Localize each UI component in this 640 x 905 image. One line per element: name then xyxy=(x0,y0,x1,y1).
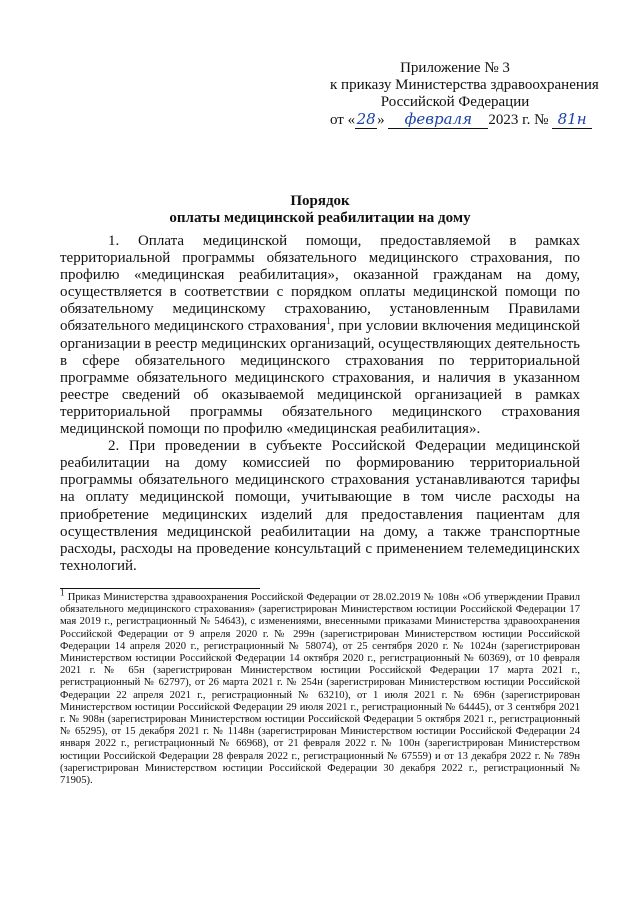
appendix-header xyxy=(330,60,599,129)
appendix-country: Российской Федерации xyxy=(380,94,530,110)
footnote xyxy=(60,587,580,787)
handwritten-order-number: 81н xyxy=(552,111,592,129)
footnote-marker: 1 xyxy=(60,587,65,598)
handwritten-day: 28 xyxy=(356,110,376,128)
title-line-1: Порядок xyxy=(290,193,350,209)
title-line-2: оплаты медицинской реабилитации на дому xyxy=(169,210,471,226)
appendix-number: Приложение № 3 xyxy=(400,60,510,76)
paragraph-2: 2. При проведении в субъекте Российской Федерации медицинской реабилитации на дому комиссией по формированию территориальной программы обязательного медицинского страхования устанавливаются тарифы на оплату медицинской помощи, учитывающие в том числе расходы на приобретение медицинских изделий для предоставления пациентам для осуществления медицинской реабилитации на дому, а также транспортные расходы, расходы на проведение консультаций с применением телемедицинских технологий. xyxy=(60,438,580,574)
order-date-line xyxy=(330,110,587,129)
date-year-and-number-label: 2023 г. № xyxy=(488,112,549,128)
paragraph-1-text-b: , при условии включения медицинской организации в реестр медицинских организаций, осуществляющих деятельность в сфере обязательного медицинского страхования по территориальной программе обязательного медицинского страхования, и наличия в указанном реестре сведений об оказываемой медицинской организацией в рамках территориальной программы обязательного медицинского страхования медицинской помощи по профилю «медицинская реабилитация». xyxy=(60,318,580,438)
footnote-separator xyxy=(60,588,260,589)
date-quote-close: » xyxy=(377,112,385,128)
handwritten-month: февраля xyxy=(388,111,488,129)
paragraph-1-text-a: 1. Оплата медицинской помощи, предоставляемой в рамках территориальной программы обязательного медицинского страхования, по профилю «медицинская реабилитация», оказанной гражданам на дому, осуществляется в соответствии с порядком оплаты медицинской помощи по обязательному медицинскому страхованию, установленным Правилами обязательного медицинского страхования xyxy=(60,233,580,335)
document-body xyxy=(60,233,580,575)
date-prefix: от « xyxy=(330,112,356,128)
footnote-text: Приказ Министерства здравоохранения Российской Федерации от 28.02.2019 № 108н «Об утверждении Правил обязательного медицинского страхования» (зарегистрирован Министерством юстиции Российской Федерации 17 мая 2019 г., регистрационный № 54643), с изменениями, внесенными приказами Министерства здравоохранения Российской Федерации от 9 апреля 2020 г. № 299н (зарегистрирован Министерством юстиции Российской Федерации 14 апреля 2020 г., регистрационный № 58074), от 25 сентября 2020 г. № 1024н (зарегистрирован Министерством юстиции Российской Федерации 14 октября 2020 г., регистрационный № 60369), от 10 февраля 2021 г. № 65н (зарегистрирован Министерством юстиции Российской Федерации 17 марта 2021 г., регистрационный № 62797), от 26 марта 2021 г. № 254н (зарегистрирован Министерством юстиции Российской Федерации 22 апреля 2021 г., регистрационный № 63210), от 1 июля 2021 г. № 696н (зарегистрирован Министерством юстиции Российской Федерации 29 июля 2021 г., регистрационный № 64445), от 3 сентября 2021 г. № 908н (зарегистрирован Министерством юстиции Российской Федерации 5 октября 2021 г., регистрационный № 65295), от 15 декабря 2021 г. № 1148н (зарегистрирован Министерством юстиции Российской Федерации 24 января 2022 г., регистрационный № 66968), от 21 февраля 2022 г. № 100н (зарегистрирован Министерством юстиции Российской Федерации 28 февраля 2022 г., регистрационный № 67559) и от 13 декабря 2022 г. № 789н (зарегистрирован Министерством юстиции Российской Федерации 30 декабря 2022 г., регистрационный № 71905). xyxy=(60,592,580,787)
document-title xyxy=(60,193,580,227)
appendix-order-ref: к приказу Министерства здравоохранения xyxy=(330,77,599,93)
paragraph-1 xyxy=(60,233,580,438)
footnote-ref: 1 xyxy=(326,316,331,327)
